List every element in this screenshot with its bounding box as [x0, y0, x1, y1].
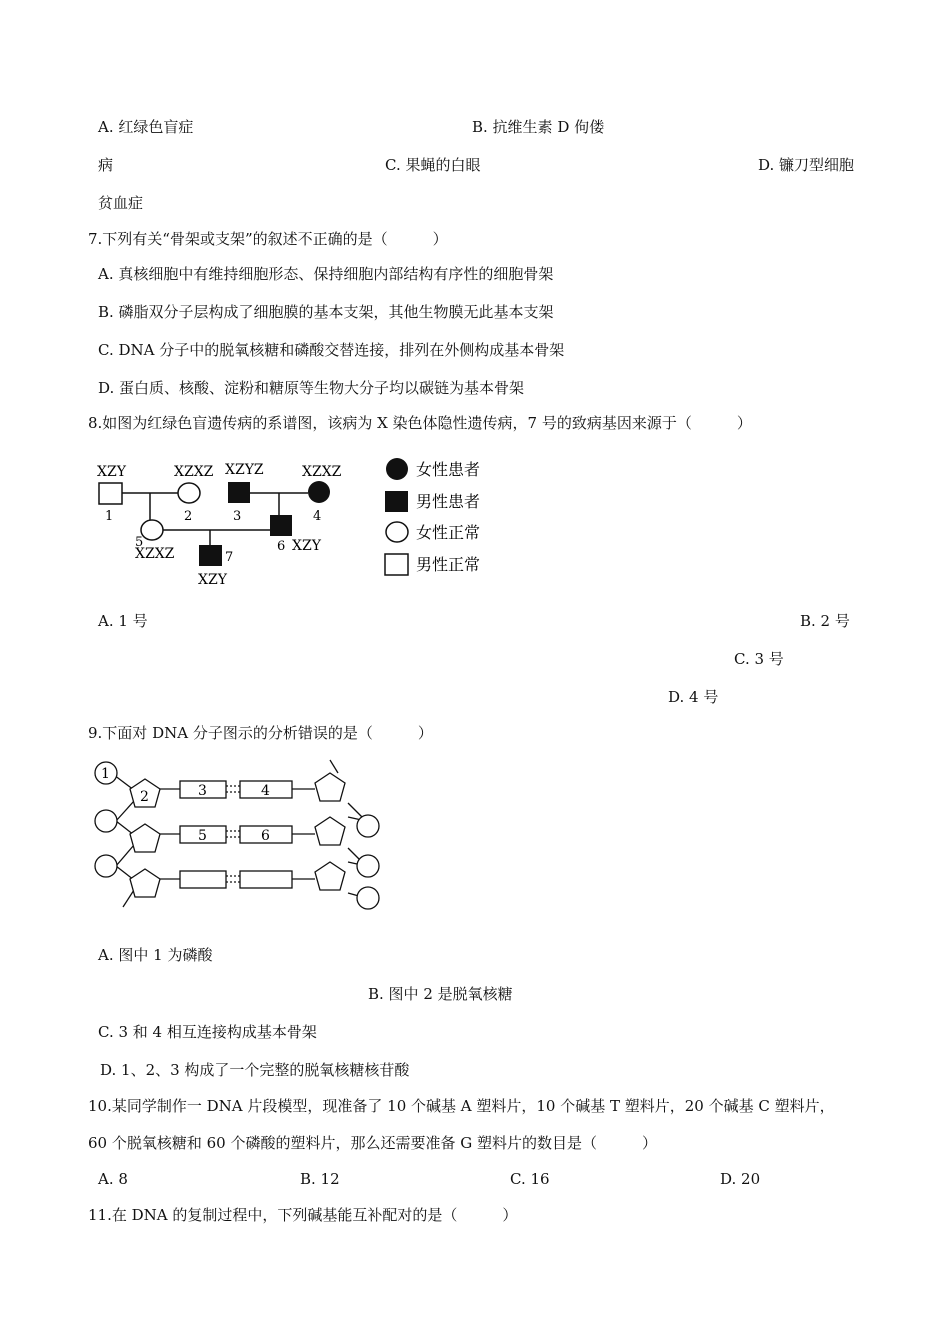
- label-4: 4: [261, 783, 270, 799]
- q7-option-c: C. DNA 分子中的脱氧核糖和磷酸交替连接，排列在外侧构成基本骨架: [98, 341, 565, 359]
- legend-male-affected-icon: [385, 491, 408, 512]
- phosphate-right-2: [357, 855, 379, 877]
- q7-option-d: D. 蛋白质、核酸、淀粉和糖原等生物大分子均以碳链为基本骨架: [98, 379, 525, 397]
- pedigree-chart: [85, 448, 505, 593]
- q10-stem-line1: 10.某同学制作一 DNA 片段模型，现准备了 10 个碱基 A 塑料片，10 个碱基 T 塑料片，20 个碱基 C 塑料片，: [88, 1097, 835, 1115]
- dna-diagram: [90, 755, 390, 915]
- deoxyribose-right-2: [315, 817, 345, 845]
- label-6: 6: [261, 828, 270, 844]
- legend-male-normal-icon: [385, 554, 408, 575]
- deoxyribose-right-3: [315, 862, 345, 890]
- q10-option-b: B. 12: [300, 1170, 340, 1188]
- individual-3-affected-male: [228, 482, 250, 503]
- number-7: 7: [225, 550, 234, 565]
- genotype-1: XZY: [97, 464, 126, 480]
- label-3: 3: [198, 783, 207, 799]
- label-2: 2: [140, 789, 149, 805]
- base-left-3: [180, 871, 226, 888]
- individual-1-normal-male: [99, 483, 122, 504]
- legend-female-affected-icon: [386, 458, 408, 480]
- q10-option-d: D. 20: [720, 1170, 761, 1188]
- q8-option-c: C. 3 号: [734, 650, 784, 668]
- base-right-3: [240, 871, 292, 888]
- genotype-5: XZXZ: [135, 546, 175, 562]
- number-1: 1: [105, 509, 114, 524]
- q6-option-c: C. 果蝇的白眼: [385, 156, 481, 174]
- deoxyribose-right-1: [315, 773, 345, 801]
- q9-option-c: C. 3 和 4 相互连接构成基本骨架: [98, 1023, 317, 1041]
- q11-stem: 11.在 DNA 的复制过程中，下列碱基能互补配对的是（ ）: [88, 1206, 518, 1224]
- phosphate-left-2: [95, 810, 117, 832]
- number-6: 6: [277, 539, 286, 554]
- genotype-4: XZXZ: [302, 464, 342, 480]
- deoxyribose-left-2: [130, 824, 160, 852]
- q10-stem-line2: 60 个脱氧核糖和 60 个磷酸的塑料片，那么还需要准备 G 塑料片的数目是（ ）: [88, 1134, 658, 1152]
- q9-option-b: B. 图中 2 是脱氧核糖: [368, 985, 513, 1003]
- q6-option-b: B. 抗维生素 D 佝偻: [472, 118, 605, 136]
- label-5: 5: [198, 828, 207, 844]
- individual-4-affected-female: [308, 481, 330, 503]
- label-1: 1: [101, 766, 110, 782]
- q9-option-d: D. 1、2、3 构成了一个完整的脱氧核糖核苷酸: [100, 1061, 410, 1079]
- genotype-2: XZXZ: [174, 464, 214, 480]
- genotype-3: XZYZ: [225, 462, 264, 478]
- q7-option-a: A. 真核细胞中有维持细胞形态、保持细胞内部结构有序性的细胞骨架: [98, 265, 554, 283]
- deoxyribose-left-3: [130, 869, 160, 897]
- q7-option-b: B. 磷脂双分子层构成了细胞膜的基本支架，其他生物膜无此基本支架: [98, 303, 554, 321]
- individual-7-affected-male: [199, 545, 222, 566]
- genotype-6: XZY: [292, 538, 321, 554]
- individual-5-normal-female: [141, 520, 163, 540]
- phosphate-right-1: [357, 815, 379, 837]
- q6-option-d-continued: 贫血症: [98, 194, 144, 212]
- q8-option-d: D. 4 号: [668, 688, 719, 706]
- legend-female-normal-icon: [386, 522, 408, 542]
- legend-female-normal: 女性正常: [416, 523, 481, 542]
- q6-option-b-continued: 病: [98, 156, 114, 174]
- q6-option-a: A. 红绿色盲症: [98, 118, 194, 136]
- q7-stem: 7.下列有关“骨架或支架”的叙述不正确的是（ ）: [88, 230, 448, 248]
- individual-6-affected-male: [270, 515, 292, 536]
- number-3: 3: [233, 509, 242, 524]
- genotype-7: XZY: [198, 572, 227, 588]
- q10-option-c: C. 16: [510, 1170, 550, 1188]
- number-2: 2: [184, 509, 193, 524]
- q9-stem: 9.下面对 DNA 分子图示的分析错误的是（ ）: [88, 724, 433, 742]
- legend-male-affected: 男性患者: [416, 492, 481, 511]
- legend-male-normal: 男性正常: [416, 555, 481, 574]
- q8-stem: 8.如图为红绿色盲遗传病的系谱图，该病为 X 染色体隐性遗传病，7 号的致病基因来源于（ ）: [88, 414, 752, 432]
- phosphate-left-3: [95, 855, 117, 877]
- phosphate-right-3: [357, 887, 379, 909]
- q8-option-a: A. 1 号: [98, 612, 148, 630]
- number-5: 5: [135, 535, 144, 550]
- q9-option-a: A. 图中 1 为磷酸: [98, 946, 213, 964]
- legend-female-affected: 女性患者: [416, 460, 481, 479]
- q8-option-b: B. 2 号: [800, 612, 850, 630]
- q6-option-d: D. 镰刀型细胞: [758, 156, 855, 174]
- number-4: 4: [313, 509, 322, 524]
- individual-2-normal-female: [178, 483, 200, 503]
- q10-option-a: A. 8: [98, 1170, 128, 1188]
